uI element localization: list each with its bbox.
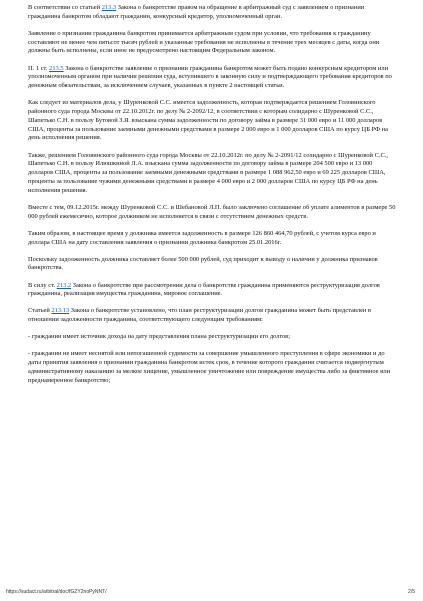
paragraph (28, 307, 398, 325)
footer-url: https://sudact.ru/arbitral/doc/fGZY2noPyNNT/ (6, 589, 107, 595)
paragraph (28, 65, 398, 91)
print-footer (6, 589, 415, 595)
law-article-link[interactable]: 213.13 (51, 307, 70, 315)
paragraph-text: В соответствии со статьей (28, 4, 102, 11)
law-article-link[interactable]: 213.5 (49, 64, 64, 72)
paragraph-text: Поскольку задолженность должника составляет более 500 000 рублей, суд приходит к выводу о наличии у должника признаков банкротства. (28, 255, 378, 272)
law-article-link[interactable]: 213.2 (56, 281, 72, 289)
law-article-link[interactable]: 213.3 (101, 4, 117, 11)
paragraph-text: Как следует из материалов дела, у Шуренковой С.С. имеется задолженность, которая подтверждается решением Головинского районного суда города Москвы от 22.10.2012г. по делу № 2-2092/12, в соответствии с которым солидарно с Шуренковой С.С., Шапетько С.Н. в пользу Бутовой З.Я. взыскана сумма задолженности по договору займа в размере 31 000 евро и 11 000 долларов США, проценты за пользование заемными денежными средствами в размере 2 000 евро и 1 000 долларов США по курсу ЦБ РФ на день исполнения решения. (28, 99, 388, 142)
paragraph-text: Также, решением Головинского районного суда города Москвы от 22.10.2012г. по делу № 2-2091/12 солидарно с Шуренковой С.С., Шапетько С.Н. в пользу Илюшкиной Л.А. взыскана сумма задолженности по договору займа в размере 204 500 евро и 13 000 долларов США, проценты за пользование заемными денежными средствами в размере 1 088 962,50 евро и 69 225 долларов США, проценты за пользование чужими денежными средствами в размере 4 000 евро и 2 000 долларов США по курсу ЦБ РФ на день исполнения решения. (28, 151, 389, 194)
paragraph (28, 204, 398, 222)
paragraph-text: Статьей (28, 307, 52, 315)
document-body (28, 4, 398, 394)
paragraph (28, 333, 398, 342)
paragraph-text: Заявление о признании гражданина банкротом принимается арбитражным судом при условии, что требования к гражданину составляют не менее чем пятьсот тысяч рублей и указанные требования не исполнены в течение трех месяцев с даты, когда они должны быть исполнены, если иное не предусмотрено настоящим Федеральным законом. (28, 29, 380, 55)
paragraph-text: Закона о банкротстве установлено, что план реструктуризации долгов гражданина может быть представлен в отношении задолженности гражданина, соответствующего следующим требованиям: (28, 307, 372, 324)
paragraph-text: В силу ст. (28, 281, 57, 289)
paragraph (28, 230, 398, 248)
paragraph (28, 282, 398, 300)
paragraph (28, 152, 398, 196)
footer-page-number: 2/5 (408, 589, 415, 595)
paragraph (28, 30, 398, 56)
paragraph-text: Вместе с тем, 09.12.2015г. между Шуренковой С.С. и Шебановой Л.П. было заключено соглашение об уплате алиментов в размере 50 000 рублей ежемесячно, которое должником не исполняется в связи с отсутствием денежных средств. (28, 203, 396, 220)
paragraph-text: Закона о банкротстве правом на обращение в арбитражный суд с заявлением о признании гражданина банкротом обладают гражданин, конкурсный кредитор, уполномоченный орган. (28, 4, 365, 20)
paragraph-text: П. 1 ст. (28, 64, 50, 72)
paragraph-text: Закона о банкротстве заявление о признании гражданина банкротом может быть подано конкурсным кредитором или уполномоченным органом при наличии решения суда, вступившего в законную силу и подтверждающего требования кредиторов по денежным обязательствам, за исключением случаев, указанных в пункте 2 настоящей статьи. (28, 64, 392, 90)
paragraph-text: Закона о банкротстве при рассмотрении дела о банкротстве гражданина применяются реструктуризация долгов гражданина, реализация имущества гражданина, мировое соглашение. (28, 281, 380, 298)
paragraph (28, 256, 398, 274)
paragraph-text: - гражданин не имеет неснятой или непогашенной судимости за совершение умышленного преступления в сфере экономики и до даты принятия заявления о признании гражданина банкротом истек срок, в течение которого гражданин считается подвергнутым административному наказанию за мелкое хищение, умышленное уничтожение или повреждение имущества либо за фиктивное или преднамеренное банкротство; (28, 350, 391, 384)
paragraph-text: Таким образом, в настоящее время у должника имеется задолженность в размере 126 860 464,70 рублей, с учетом курса евро и доллара США на дату составления заявления о признании должника банкротом 25.01.2016г. (28, 229, 376, 246)
paragraph (28, 4, 398, 22)
paragraph-text: - гражданин имеет источник дохода на дату представления плана реструктуризации его долгов; (28, 333, 290, 341)
paragraph (28, 99, 398, 143)
paragraph (28, 350, 398, 385)
